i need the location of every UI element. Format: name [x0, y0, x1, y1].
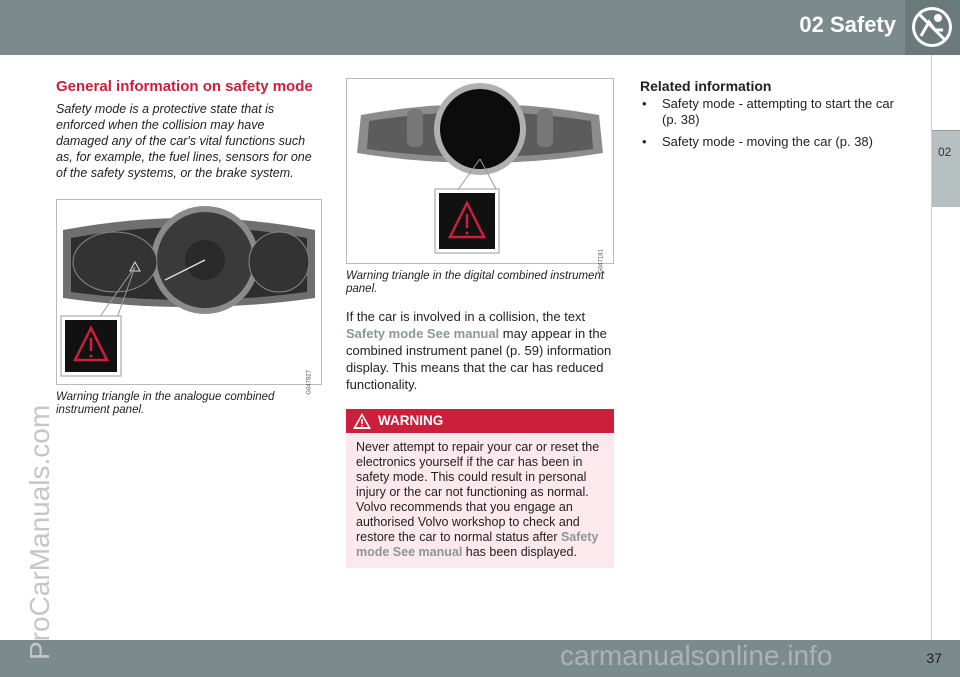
- related-link-moving-car[interactable]: [640, 134, 908, 150]
- watermark-left: ProCarManuals.com: [24, 404, 55, 660]
- chapter-tab-label: 02: [938, 145, 952, 159]
- warning-box: [346, 409, 614, 568]
- display-message: Safety mode See manual: [356, 530, 599, 559]
- bullet: •: [642, 134, 647, 149]
- analogue-instrument-illustration: [57, 200, 321, 384]
- figure-analogue-panel: [56, 199, 322, 395]
- body-paragraph: [346, 308, 614, 393]
- related-link-start-car[interactable]: [640, 96, 908, 128]
- page-header: [0, 0, 960, 55]
- digital-instrument-illustration: [347, 79, 613, 263]
- warning-text-post: has been displayed.: [465, 545, 577, 559]
- column-right: [640, 78, 908, 156]
- chapter-title: 02 Safety: [799, 12, 896, 37]
- figure-digital-panel: [346, 78, 614, 274]
- section-heading: General information on safety mode: [56, 78, 313, 95]
- figure-code: G047181: [599, 249, 605, 274]
- column-left: [56, 78, 320, 417]
- figure-caption: Warning triangle in the digital combined instrument panel.: [346, 270, 605, 295]
- related-list: [640, 96, 908, 150]
- warning-triangle-icon: [352, 411, 372, 431]
- related-heading: Related information: [640, 78, 772, 94]
- airbag-off-icon: [905, 0, 960, 55]
- warning-title: WARNING: [378, 413, 444, 428]
- warning-text: [346, 433, 614, 568]
- page-number: 37: [926, 650, 942, 666]
- column-middle: [346, 78, 614, 568]
- related-link-label: Safety mode - moving the car (p. 38): [662, 134, 873, 149]
- body-text-post: may appear in the combined instrument panel (p. 59) information display. This means that the car has reduced functionality.: [346, 326, 612, 392]
- figure-code: G047827: [307, 370, 313, 395]
- warning-text-pre: Never attempt to repair your car or reset the electronics yourself if the car has been in safety mode. This could result in personal injury or the car not functioning as normal. Volvo recommends that you engage an authorised Volvo workshop to check and restore the car to normal status after: [356, 440, 600, 544]
- watermark-bottom: carmanualsonline.info: [560, 640, 833, 671]
- body-text-pre: If the car is involved in a collision, the text: [346, 309, 586, 324]
- display-message: Safety mode See manual: [346, 326, 500, 341]
- section-intro: Safety mode is a protective state that is enforced when the collision may have damaged any of the car's vital functions such as, for example, the fuel lines, sensors for one of the safety systems, or the brake system.: [56, 102, 312, 180]
- figure-caption: Warning triangle in the analogue combined instrument panel.: [56, 391, 275, 416]
- related-link-label: Safety mode - attempting to start the car (p. 38): [662, 96, 894, 127]
- bullet: •: [642, 96, 647, 111]
- chapter-tab[interactable]: [932, 130, 960, 207]
- warning-header: [346, 409, 614, 433]
